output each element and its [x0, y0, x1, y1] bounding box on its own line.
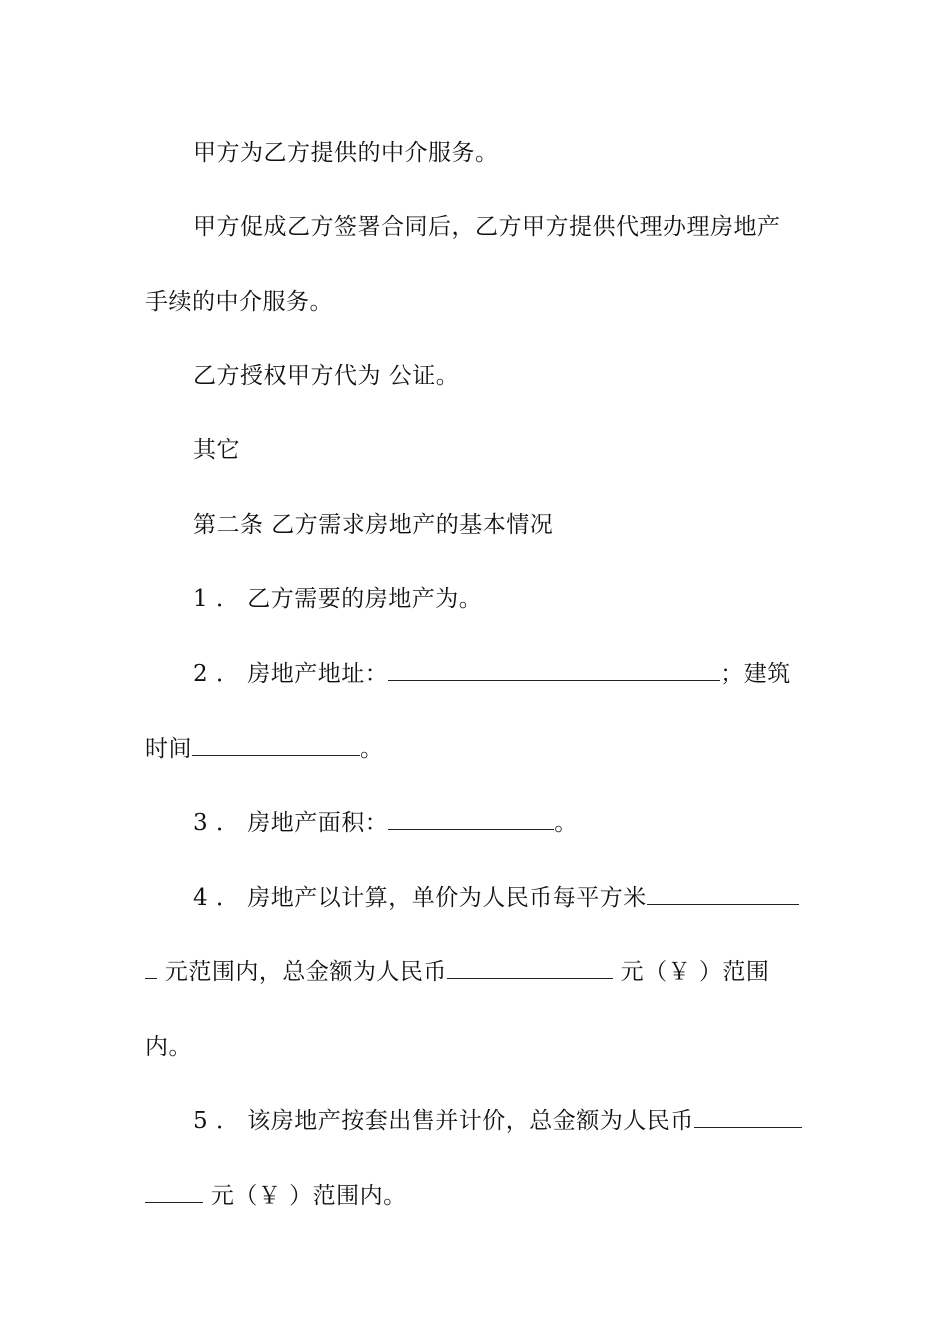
paragraph-agency-line2: 手续的中介服务。: [145, 289, 333, 315]
item-4-price-line2: [145, 957, 810, 987]
unit-price-blank-continued: [145, 958, 157, 979]
paragraph-intermediary-service: 甲方为乙方提供的中介服务。: [193, 140, 499, 166]
address-blank-field: [388, 660, 720, 681]
item-5-package-line2: [145, 1181, 810, 1211]
package-price-label: 5 ． 该房地产按套出售并计价，总金额为人民币: [193, 1108, 694, 1134]
item-2-build-label: ；建筑: [720, 661, 791, 687]
area-label: 3 ． 房地产面积：: [193, 810, 389, 836]
area-period: 。: [554, 810, 578, 836]
build-time-blank-field: [192, 735, 360, 756]
area-blank-field: [388, 809, 554, 830]
item-4-price-line1: [193, 883, 810, 913]
package-amount-blank-field: [694, 1107, 802, 1128]
total-amount-blank-field: [447, 958, 613, 979]
paragraph-agency-line1: 甲方促成乙方签署合同后，乙方甲方提供代理办理房地产: [193, 214, 781, 240]
total-amount-currency-label: 元（￥ ）范围: [620, 959, 770, 985]
build-time-period: 。: [360, 736, 384, 762]
item-3-area-line: [193, 808, 810, 838]
build-time-label: 时间: [145, 736, 192, 762]
paragraph-other: 其它: [193, 437, 240, 463]
article-two-heading: 第二条 乙方需求房地产的基本情况: [193, 512, 554, 538]
package-amount-blank-continued: [145, 1182, 203, 1203]
total-amount-label: 元范围内，总金额为人民币: [164, 959, 447, 985]
item-5-package-line1: [193, 1106, 810, 1136]
item-2-time-line: [145, 734, 810, 764]
item-2-address-label: 2 ． 房地产地址：: [193, 661, 389, 687]
unit-price-label: 4 ． 房地产以计算，单价为人民币每平方米: [193, 885, 647, 911]
item-1-property-type: 1 ． 乙方需要的房地产为。: [193, 586, 483, 612]
item-2-address-line: [193, 659, 810, 689]
unit-price-blank-field: [647, 884, 799, 905]
item-4-price-line3: 内。: [145, 1034, 192, 1060]
paragraph-notarization: 乙方授权甲方代为 公证。: [193, 363, 460, 389]
package-currency-label: 元（￥ ）范围内。: [210, 1183, 407, 1209]
